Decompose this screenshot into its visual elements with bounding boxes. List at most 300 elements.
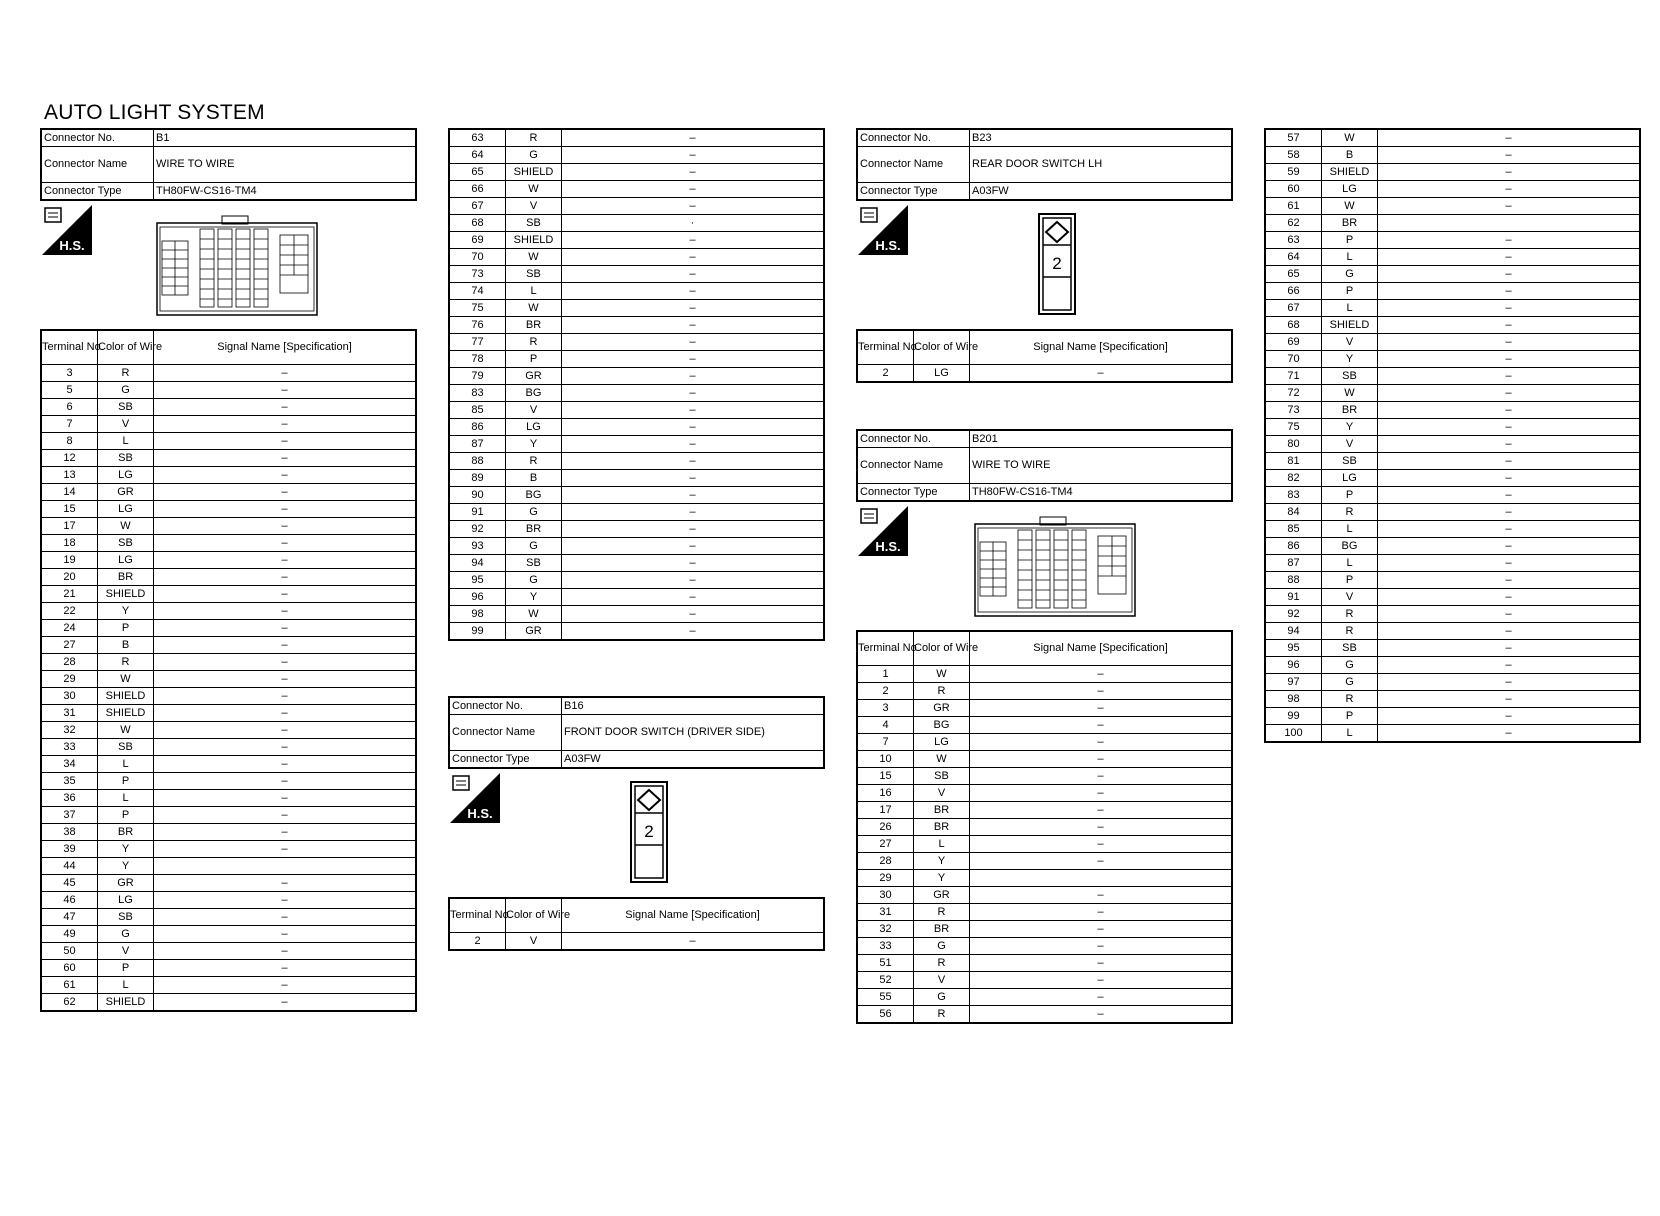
terminal-no-cell: 89 (449, 470, 506, 487)
table-row (857, 768, 1232, 785)
wire-color-cell: R (1322, 504, 1378, 521)
signal-name-cell: – (1378, 419, 1641, 436)
signal-name-cell: – (154, 433, 417, 450)
terminal-no-cell: 80 (1265, 436, 1322, 453)
table-row (857, 666, 1232, 683)
terminal-no-cell: 37 (41, 807, 98, 824)
wire-color-cell: SHIELD (506, 232, 562, 249)
table-row (41, 739, 416, 756)
terminal-no-cell: 16 (857, 785, 914, 802)
terminal-no-cell: 87 (1265, 555, 1322, 572)
connector-b1-info (40, 128, 417, 201)
connector-type-value: A03FW (970, 183, 1233, 201)
connector-name-value: WIRE TO WIRE (154, 147, 417, 183)
connector-name-value: REAR DOOR SWITCH LH (970, 147, 1233, 183)
table-row (1265, 623, 1640, 640)
table-row (449, 436, 824, 453)
signal-name-cell: – (562, 470, 825, 487)
terminal-no-cell: 61 (41, 977, 98, 994)
signal-name-cell: – (154, 909, 417, 926)
signal-name-cell: – (154, 756, 417, 773)
wire-color-cell: P (98, 773, 154, 790)
signal-name-cell: – (970, 938, 1233, 955)
terminal-no-cell: 56 (857, 1006, 914, 1024)
table-row (1265, 606, 1640, 623)
signal-name-cell: – (154, 501, 417, 518)
terminal-no-header: Terminal No. (857, 330, 914, 365)
connector-face-icon (156, 215, 318, 317)
connector-type-label: Connector Type (41, 183, 154, 201)
signal-name-cell: – (970, 734, 1233, 751)
terminal-no-cell: 93 (449, 538, 506, 555)
terminal-no-cell: 71 (1265, 368, 1322, 385)
terminal-no-cell: 13 (41, 467, 98, 484)
signal-name-cell: – (1378, 623, 1641, 640)
wire-color-cell: LG (1322, 181, 1378, 198)
signal-name-cell: – (154, 416, 417, 433)
connector-b23 (856, 128, 1233, 383)
wire-color-cell: GR (506, 623, 562, 641)
wire-color-cell: LG (98, 892, 154, 909)
terminal-no-cell: 29 (857, 870, 914, 887)
wire-color-cell: G (506, 504, 562, 521)
table-row (449, 555, 824, 572)
table-row (449, 385, 824, 402)
signal-name-cell: – (970, 700, 1233, 717)
wire-color-cell: G (1322, 657, 1378, 674)
signal-name-cell: – (154, 688, 417, 705)
terminal-no-cell: 91 (449, 504, 506, 521)
connector-b201-continued (1264, 128, 1641, 743)
signal-name-cell: – (154, 960, 417, 977)
signal-name-cell: – (154, 875, 417, 892)
table-row (1265, 249, 1640, 266)
wire-color-cell: G (98, 382, 154, 399)
table-row (449, 334, 824, 351)
wire-color-cell: Y (98, 603, 154, 620)
terminal-no-cell: 99 (1265, 708, 1322, 725)
signal-name-cell: – (562, 521, 825, 538)
wire-color-cell: G (914, 989, 970, 1006)
signal-name-cell: – (562, 419, 825, 436)
wire-color-cell: LG (506, 419, 562, 436)
terminal-no-cell: 19 (41, 552, 98, 569)
table-row (1265, 198, 1640, 215)
signal-name-cell: – (154, 671, 417, 688)
wire-color-cell: L (1322, 555, 1378, 572)
terminal-no-cell: 94 (1265, 623, 1322, 640)
table-row (449, 453, 824, 470)
wire-color-cell: R (1322, 623, 1378, 640)
signal-name-cell: – (1378, 504, 1641, 521)
wire-color-cell: SHIELD (98, 994, 154, 1012)
signal-name-cell: – (1378, 725, 1641, 743)
table-row (1265, 300, 1640, 317)
terminal-no-cell: 8 (41, 433, 98, 450)
wire-color-cell: G (914, 938, 970, 955)
table-row (1265, 640, 1640, 657)
signal-name-cell: – (970, 972, 1233, 989)
signal-name-cell: – (154, 552, 417, 569)
signal-name-cell: – (1378, 266, 1641, 283)
signal-name-cell: – (970, 785, 1233, 802)
wire-color-cell: BR (914, 819, 970, 836)
connector-no-label: Connector No. (857, 129, 970, 147)
terminal-no-cell: 10 (857, 751, 914, 768)
signal-name-cell: – (154, 399, 417, 416)
wire-color-cell: LG (98, 467, 154, 484)
wire-color-cell: L (98, 756, 154, 773)
signal-name-cell: – (562, 453, 825, 470)
signal-name-cell: – (154, 807, 417, 824)
terminal-no-cell: 70 (449, 249, 506, 266)
terminal-no-cell: 60 (1265, 181, 1322, 198)
wire-color-cell: BR (98, 569, 154, 586)
connector-name-label: Connector Name (857, 147, 970, 183)
table-row (449, 283, 824, 300)
wire-color-cell: SB (1322, 453, 1378, 470)
pin-number: 2 (644, 822, 654, 841)
table-row (449, 504, 824, 521)
signal-name-cell: – (1378, 198, 1641, 215)
wire-color-cell: SB (98, 399, 154, 416)
terminal-no-cell: 94 (449, 555, 506, 572)
signal-name-cell: – (970, 989, 1233, 1006)
terminal-no-cell: 69 (449, 232, 506, 249)
wire-color-cell: L (914, 836, 970, 853)
wire-color-cell: W (506, 606, 562, 623)
wire-color-cell: BG (506, 385, 562, 402)
table-row (857, 989, 1232, 1006)
terminal-no-cell: 62 (1265, 215, 1322, 232)
terminal-no-cell: 67 (1265, 300, 1322, 317)
terminal-no-cell: 92 (1265, 606, 1322, 623)
wire-color-cell: Y (98, 858, 154, 875)
terminal-no-cell: 5 (41, 382, 98, 399)
table-row (857, 921, 1232, 938)
connector-b1-diagram (40, 201, 417, 329)
connector-face-icon (1038, 213, 1076, 315)
signal-name-cell: – (154, 773, 417, 790)
signal-name-cell: – (1378, 606, 1641, 623)
terminal-no-cell: 33 (857, 938, 914, 955)
table-row (1265, 164, 1640, 181)
terminal-no-cell: 59 (1265, 164, 1322, 181)
terminal-no-cell: 90 (449, 487, 506, 504)
table-row (857, 938, 1232, 955)
wire-color-cell: V (506, 402, 562, 419)
terminal-no-cell: 86 (449, 419, 506, 436)
wire-color-cell: SB (506, 215, 562, 232)
table-row (857, 751, 1232, 768)
signal-name-cell: – (970, 819, 1233, 836)
table-row (41, 807, 416, 824)
wire-color-cell: Y (98, 841, 154, 858)
signal-name-cell: – (562, 487, 825, 504)
signal-name-header: Signal Name [Specification] (970, 330, 1233, 365)
wire-color-cell: B (1322, 147, 1378, 164)
wire-color-cell: SHIELD (1322, 164, 1378, 181)
terminal-no-cell: 35 (41, 773, 98, 790)
terminal-no-cell: 30 (41, 688, 98, 705)
terminal-no-cell: 32 (857, 921, 914, 938)
table-row (857, 683, 1232, 700)
hs-badge-text: H.S. (467, 806, 493, 821)
wire-color-cell: BR (506, 317, 562, 334)
terminal-no-cell: 91 (1265, 589, 1322, 606)
signal-name-cell: – (1378, 317, 1641, 334)
terminal-no-cell: 65 (449, 164, 506, 181)
wire-color-cell: R (506, 129, 562, 147)
connector-type-value: TH80FW-CS16-TM4 (154, 183, 417, 201)
terminal-no-cell: 28 (41, 654, 98, 671)
wire-color-cell: SHIELD (98, 688, 154, 705)
wire-color-cell: R (506, 334, 562, 351)
table-row (41, 450, 416, 467)
wire-color-cell: P (1322, 283, 1378, 300)
wire-color-cell: SB (1322, 368, 1378, 385)
table-row (41, 467, 416, 484)
wire-color-cell: W (1322, 129, 1378, 147)
signal-name-cell: – (562, 351, 825, 368)
table-row (449, 538, 824, 555)
table-row (449, 129, 824, 147)
wire-color-cell: R (914, 904, 970, 921)
table-row (449, 572, 824, 589)
terminal-no-cell: 21 (41, 586, 98, 603)
hs-badge-text: H.S. (59, 238, 85, 253)
table-row (449, 487, 824, 504)
table-row (449, 232, 824, 249)
terminal-no-cell: 73 (1265, 402, 1322, 419)
wire-color-cell: W (506, 181, 562, 198)
wire-color-cell: BG (914, 717, 970, 734)
table-row (1265, 589, 1640, 606)
terminal-no-cell: 92 (449, 521, 506, 538)
signal-name-header: Signal Name [Specification] (970, 631, 1233, 666)
table-row (857, 853, 1232, 870)
table-row (1265, 572, 1640, 589)
wire-color-cell: P (98, 807, 154, 824)
signal-name-cell: – (154, 569, 417, 586)
wire-color-cell: GR (506, 368, 562, 385)
terminal-no-cell: 15 (41, 501, 98, 518)
table-row (857, 904, 1232, 921)
signal-name-cell: – (1378, 351, 1641, 368)
wire-color-cell: R (98, 654, 154, 671)
table-row (1265, 691, 1640, 708)
signal-name-cell: – (1378, 640, 1641, 657)
table-row (1265, 385, 1640, 402)
terminal-no-cell: 27 (857, 836, 914, 853)
table-row (41, 960, 416, 977)
table-row (449, 402, 824, 419)
table-row (1265, 725, 1640, 743)
hs-badge-text: H.S. (875, 539, 901, 554)
wire-color-cell: W (506, 300, 562, 317)
signal-name-cell: – (1378, 708, 1641, 725)
table-row (449, 351, 824, 368)
terminal-no-cell: 84 (1265, 504, 1322, 521)
wire-color-cell: Y (506, 589, 562, 606)
table-row (41, 671, 416, 688)
table-row (449, 266, 824, 283)
table-row (41, 909, 416, 926)
signal-name-cell: – (970, 365, 1233, 383)
signal-name-cell: – (154, 518, 417, 535)
signal-name-cell: – (1378, 521, 1641, 538)
terminal-no-cell: 100 (1265, 725, 1322, 743)
wire-color-cell: W (98, 671, 154, 688)
signal-name-cell: – (154, 603, 417, 620)
wire-color-cell: Y (506, 436, 562, 453)
table-row (41, 484, 416, 501)
wire-color-cell: V (98, 416, 154, 433)
wire-color-cell: V (506, 198, 562, 215)
terminal-no-cell: 96 (449, 589, 506, 606)
table-row (1265, 232, 1640, 249)
connector-name-label: Connector Name (449, 715, 562, 751)
terminal-no-cell: 33 (41, 739, 98, 756)
terminal-no-cell: 27 (41, 637, 98, 654)
table-row (41, 824, 416, 841)
signal-name-cell: – (1378, 487, 1641, 504)
wire-color-cell: L (506, 283, 562, 300)
wire-color-cell: V (914, 785, 970, 802)
signal-name-cell: – (562, 504, 825, 521)
wire-color-cell: SHIELD (98, 705, 154, 722)
terminal-no-cell: 60 (41, 960, 98, 977)
signal-name-header: Signal Name [Specification] (562, 898, 825, 933)
terminal-no-cell: 34 (41, 756, 98, 773)
terminal-no-cell: 28 (857, 853, 914, 870)
signal-name-cell: – (562, 436, 825, 453)
signal-name-cell: – (154, 535, 417, 552)
wire-color-cell: GR (914, 700, 970, 717)
table-row (1265, 538, 1640, 555)
table-row (1265, 215, 1640, 232)
terminal-no-cell: 63 (449, 129, 506, 147)
terminal-no-cell: 55 (857, 989, 914, 1006)
signal-name-cell: – (970, 768, 1233, 785)
wire-color-cell: R (1322, 606, 1378, 623)
terminal-no-cell: 30 (857, 887, 914, 904)
signal-name-cell: – (154, 841, 417, 858)
connector-b23-diagram (856, 201, 1233, 329)
terminal-no-cell: 57 (1265, 129, 1322, 147)
signal-name-cell: – (1378, 674, 1641, 691)
table-row (1265, 470, 1640, 487)
signal-name-cell: – (1378, 402, 1641, 419)
signal-name-cell: – (154, 467, 417, 484)
wire-color-cell: P (1322, 708, 1378, 725)
connector-no-label: Connector No. (449, 697, 562, 715)
terminal-no-cell: 31 (857, 904, 914, 921)
signal-name-cell: – (970, 751, 1233, 768)
signal-name-cell: – (154, 892, 417, 909)
terminal-no-cell: 1 (857, 666, 914, 683)
terminal-no-cell: 38 (41, 824, 98, 841)
wire-color-cell: L (98, 790, 154, 807)
signal-name-cell: – (1378, 589, 1641, 606)
table-row (41, 620, 416, 637)
wire-color-cell: G (506, 538, 562, 555)
connector-face-icon (974, 516, 1136, 618)
wire-color-cell: B (506, 470, 562, 487)
terminal-no-header: Terminal No. (857, 631, 914, 666)
signal-name-cell: – (154, 620, 417, 637)
signal-name-cell: – (1378, 691, 1641, 708)
color-of-wire-header: Color of Wire (98, 330, 154, 365)
terminal-no-cell: 61 (1265, 198, 1322, 215)
harness-side-icon (450, 773, 500, 823)
terminal-no-header: Terminal No. (41, 330, 98, 365)
wire-color-cell: SB (98, 739, 154, 756)
terminal-no-cell: 97 (1265, 674, 1322, 691)
wire-color-cell: BG (506, 487, 562, 504)
table-row (857, 836, 1232, 853)
terminal-no-cell: 95 (449, 572, 506, 589)
wire-color-cell: SB (1322, 640, 1378, 657)
table-row (41, 688, 416, 705)
terminal-no-cell: 49 (41, 926, 98, 943)
signal-name-cell: – (1378, 232, 1641, 249)
table-row (41, 977, 416, 994)
terminal-no-cell: 6 (41, 399, 98, 416)
terminal-no-cell: 88 (1265, 572, 1322, 589)
terminal-no-cell: 77 (449, 334, 506, 351)
signal-name-cell: – (562, 555, 825, 572)
wire-color-cell: G (506, 572, 562, 589)
table-row (857, 700, 1232, 717)
wire-color-cell: R (506, 453, 562, 470)
signal-name-cell: – (1378, 368, 1641, 385)
table-row (449, 470, 824, 487)
table-row (449, 368, 824, 385)
signal-name-cell: – (970, 1006, 1233, 1024)
terminal-no-cell: 7 (41, 416, 98, 433)
wire-color-cell: V (1322, 589, 1378, 606)
terminal-no-cell: 44 (41, 858, 98, 875)
terminal-no-cell: 99 (449, 623, 506, 641)
connector-type-label: Connector Type (857, 183, 970, 201)
wire-color-cell: W (98, 518, 154, 535)
wire-color-cell: W (914, 751, 970, 768)
signal-name-cell: – (562, 164, 825, 181)
wire-color-cell: G (1322, 266, 1378, 283)
table-row (1265, 283, 1640, 300)
signal-name-cell: – (154, 790, 417, 807)
wire-color-cell: W (98, 722, 154, 739)
terminal-no-cell: 32 (41, 722, 98, 739)
wire-color-cell: R (1322, 691, 1378, 708)
connector-b16-info (448, 696, 825, 769)
wire-color-cell: SB (98, 450, 154, 467)
wire-color-cell: W (506, 249, 562, 266)
terminal-no-cell: 50 (41, 943, 98, 960)
table-row (1265, 708, 1640, 725)
signal-name-cell: – (1378, 572, 1641, 589)
signal-name-cell: – (562, 283, 825, 300)
table-row (1265, 504, 1640, 521)
signal-name-cell: – (154, 586, 417, 603)
signal-name-cell: – (970, 802, 1233, 819)
connector-b1-continued (448, 128, 825, 641)
terminal-no-cell: 72 (1265, 385, 1322, 402)
signal-name-cell: – (562, 572, 825, 589)
signal-name-cell: – (562, 606, 825, 623)
wire-color-cell: SB (506, 555, 562, 572)
